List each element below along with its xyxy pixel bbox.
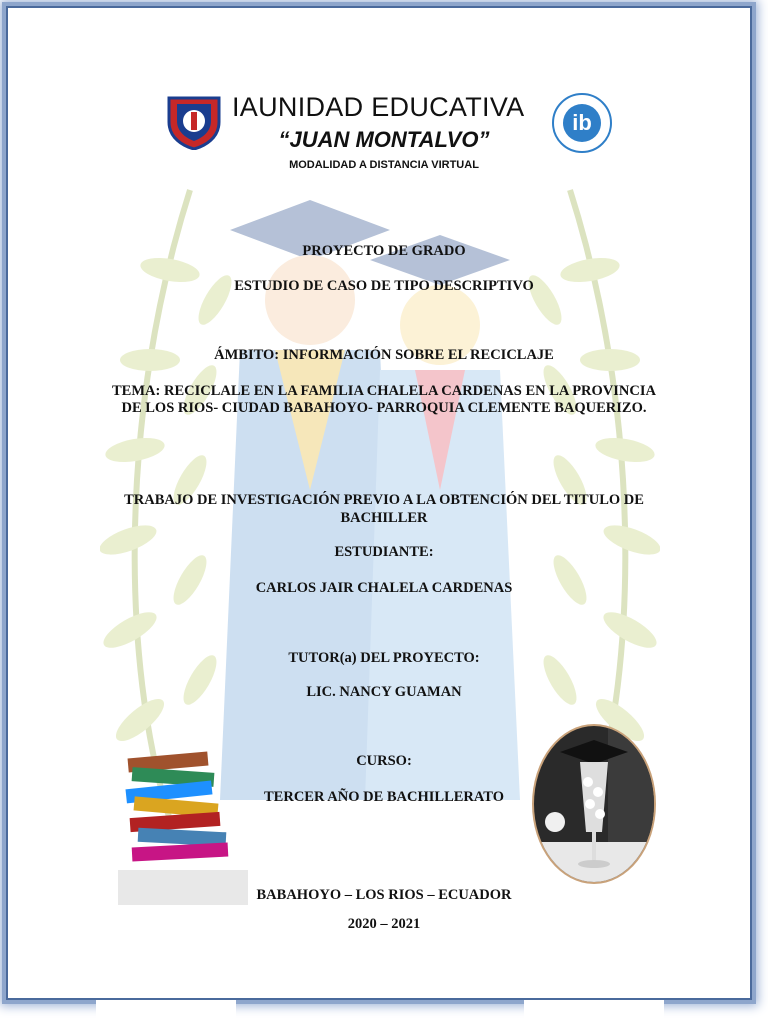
- student-label: ESTUDIANTE:: [334, 544, 434, 560]
- topic-paragraph: TEMA: RECICLALE EN LA FAMILIA CHALELA CARDENAS EN LA PROVINCIA DE LOS RIOS- CIUDAD BABAHOYO- PARROQUIA CLEMENTE BAQUERIZO.: [112, 383, 656, 416]
- study-type: ESTUDIO DE CASO DE TIPO DESCRIPTIVO: [234, 278, 534, 294]
- ib-logo: [552, 93, 612, 153]
- bottom-tab-left: [96, 1000, 236, 1024]
- tutor-name: LIC. NANCY GUAMAN: [306, 684, 462, 700]
- location-line: BABAHOYO – LOS RIOS – ECUADOR: [256, 887, 512, 903]
- graduation-glass-photo: [530, 722, 658, 886]
- institution-title: IAUNIDAD EDUCATIVA: [232, 92, 525, 122]
- bottom-tab-right: [524, 1000, 664, 1024]
- tutor-label: TUTOR(a) DEL PROYECTO:: [288, 650, 480, 666]
- work-description: TRABAJO DE INVESTIGACIÓN PREVIO A LA OBTENCIÓN DEL TITULO DE BACHILLER: [124, 492, 644, 526]
- project-heading: PROYECTO DE GRADO: [302, 243, 466, 259]
- scope-line: ÁMBITO: INFORMACIÓN SOBRE EL RECICLAJE: [214, 347, 554, 363]
- institution-name: “JUAN MONTALVO”: [278, 127, 490, 152]
- student-name: CARLOS JAIR CHALELA CARDENAS: [255, 580, 513, 596]
- ib-logo-text: ib: [572, 110, 592, 135]
- years-line: 2020 – 2021: [347, 916, 421, 932]
- course-name: TERCER AÑO DE BACHILLERATO: [264, 789, 504, 805]
- books-stack-illustration: [118, 750, 248, 905]
- course-label: CURSO:: [356, 753, 412, 769]
- modality-label: MODALIDAD A DISTANCIA VIRTUAL: [289, 159, 479, 171]
